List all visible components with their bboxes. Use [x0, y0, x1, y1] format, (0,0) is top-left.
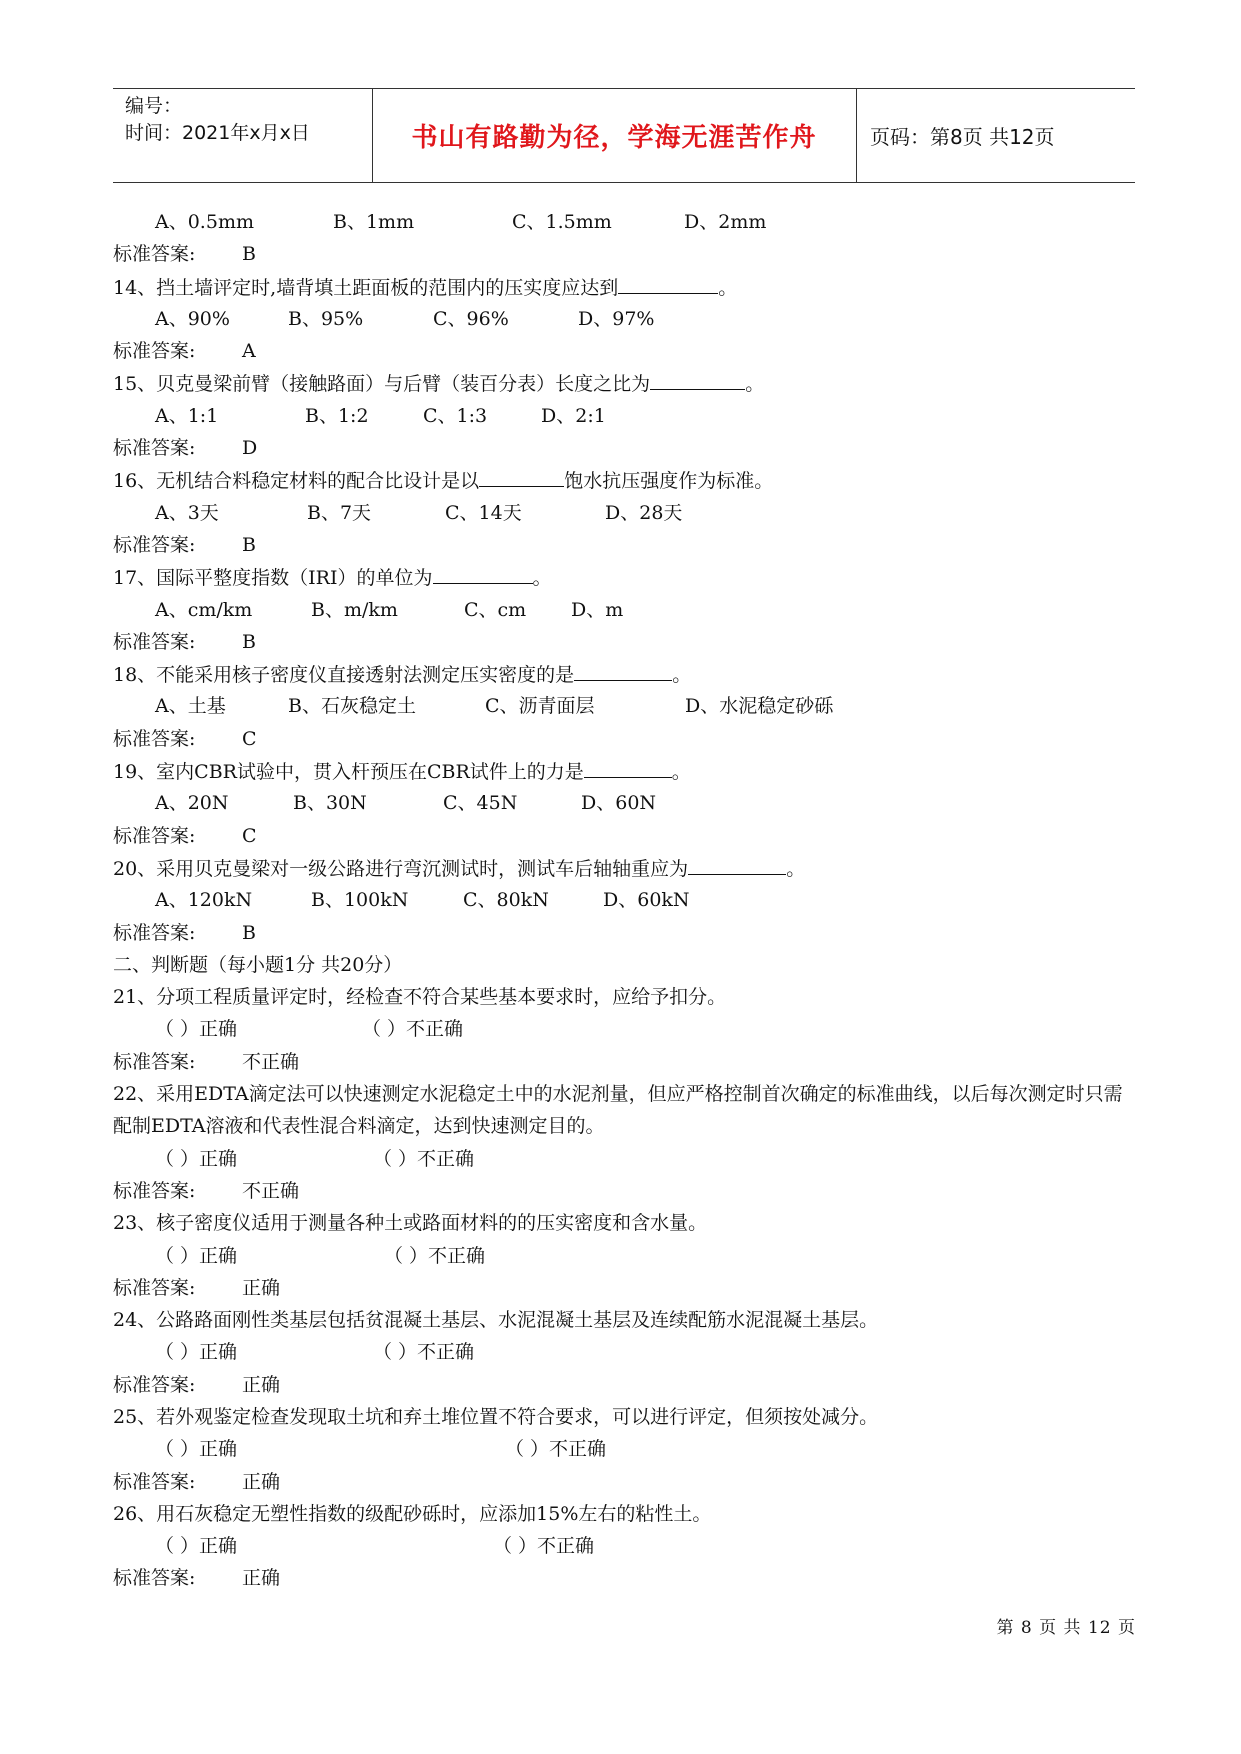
option: A、土基	[155, 695, 226, 718]
question-text: 18、不能采用核子密度仪直接透射法测定压实密度的是	[113, 664, 575, 687]
false-option[interactable]: （ ）不正确	[384, 1244, 486, 1267]
question-text: 饱水抗压强度作为标准。	[564, 470, 774, 493]
question-end: 。	[671, 761, 691, 784]
answer-row	[113, 1369, 1138, 1401]
header-motto: 书山有路勤为径，学海无涯苦作舟	[411, 123, 817, 153]
question-text: 22、采用EDTA滴定法可以快速测定水泥稳定土中的水泥剂量，但应严格控制首次确定的标准曲线，以后每次测定时只需配制EDTA溶液和代表性混合料滴定，达到快速测定目的。	[113, 1083, 1123, 1138]
options-row	[113, 787, 1138, 819]
option: B、95%	[288, 307, 364, 330]
question-text: 20、采用贝克曼梁对一级公路进行弯沉测试时，测试车后轴轴重应为	[113, 857, 689, 880]
fill-blank	[433, 561, 533, 584]
answer-label: 标准答案:	[113, 921, 196, 944]
question-row	[113, 464, 1138, 496]
false-option[interactable]: （ ）不正确	[505, 1438, 607, 1461]
true-false-row	[113, 1433, 1138, 1465]
option: D、2mm	[684, 211, 767, 233]
answer-row	[113, 529, 1138, 561]
page-header-table	[113, 88, 1135, 183]
question-text: 15、贝克曼梁前臂（接触路面）与后臂（装百分表）长度之比为	[113, 373, 651, 396]
answer-row	[113, 432, 1138, 464]
option: D、28天	[605, 501, 683, 524]
answer-value: B	[242, 533, 256, 556]
false-option[interactable]: （ ）不正确	[493, 1535, 595, 1558]
options-row	[113, 594, 1138, 626]
question-row	[113, 658, 1138, 690]
option: C、80kN	[463, 889, 549, 912]
option: D、60kN	[603, 889, 690, 912]
option: C、14天	[445, 501, 522, 524]
option: C、cm	[464, 598, 527, 621]
question-text: 24、公路路面刚性类基层包括贫混凝土基层、水泥混凝土基层及连续配筋水泥混凝土基层。	[113, 1309, 879, 1332]
question-text: 16、无机结合料稳定材料的配合比设计是以	[113, 470, 480, 493]
answer-row	[113, 1466, 1138, 1498]
option: B、1:2	[305, 404, 369, 427]
question-text: 26、用石灰稳定无塑性指数的级配砂砾时，应添加15%左右的粘性土。	[113, 1502, 712, 1525]
true-false-row	[113, 1143, 1138, 1175]
answer-value: C	[242, 727, 257, 750]
answer-row	[113, 723, 1138, 755]
false-option[interactable]: （ ）不正确	[373, 1341, 475, 1364]
answer-value: 正确	[242, 1276, 281, 1299]
question-end: 。	[718, 276, 738, 299]
true-false-row	[113, 1336, 1138, 1368]
fill-blank	[584, 755, 672, 778]
answer-label: 标准答案:	[113, 1567, 196, 1590]
options-row	[113, 497, 1138, 529]
question-text: 21、分项工程质量评定时，经检查不符合某些基本要求时，应给予扣分。	[113, 986, 727, 1009]
question-text: 23、核子密度仪适用于测量各种土或路面材料的的压实密度和含水量。	[113, 1212, 708, 1235]
option: A、cm/km	[155, 598, 253, 621]
option: B、7天	[307, 501, 372, 524]
answer-label: 标准答案:	[113, 1373, 196, 1396]
answer-value: B	[242, 630, 256, 653]
false-option[interactable]: （ ）不正确	[362, 1018, 464, 1041]
option: D、60N	[581, 792, 657, 815]
answer-label: 标准答案:	[113, 630, 196, 653]
option: B、30N	[293, 792, 367, 815]
answer-value: 正确	[242, 1567, 281, 1590]
true-option[interactable]: （ ）正确	[155, 1341, 238, 1364]
options-row	[113, 303, 1138, 335]
fill-blank	[650, 367, 745, 390]
answer-label: 标准答案:	[113, 1179, 196, 1202]
answer-value: 正确	[242, 1373, 281, 1396]
true-option[interactable]: （ ）正确	[155, 1147, 238, 1170]
true-option[interactable]: （ ）正确	[155, 1438, 238, 1461]
time-label: 时间：2021年x月x日	[125, 122, 310, 144]
answer-value: C	[242, 824, 257, 847]
fill-blank	[574, 658, 672, 681]
option: A、0.5mm	[155, 211, 254, 233]
option: A、20N	[155, 792, 229, 815]
answer-row	[113, 1562, 1138, 1594]
option: A、3天	[155, 501, 219, 524]
question-row	[113, 367, 1138, 399]
true-option[interactable]: （ ）正确	[155, 1018, 238, 1041]
answer-row	[113, 820, 1138, 852]
option: B、1mm	[333, 211, 415, 233]
question-text: 17、国际平整度指数（IRI）的单位为	[113, 567, 433, 590]
answer-row	[113, 626, 1138, 658]
option: C、1:3	[423, 404, 488, 427]
false-option[interactable]: （ ）不正确	[373, 1147, 475, 1170]
options-row	[113, 400, 1138, 432]
true-false-row	[113, 1013, 1138, 1045]
option: C、1.5mm	[512, 211, 612, 233]
answer-row	[113, 1272, 1138, 1304]
option: D、97%	[578, 307, 655, 330]
question-row	[113, 561, 1138, 593]
true-option[interactable]: （ ）正确	[155, 1535, 238, 1558]
question-text: 14、挡土墙评定时,墙背填土距面板的范围内的压实度应达到	[113, 276, 619, 299]
header-divider	[856, 89, 857, 182]
answer-row	[113, 1046, 1138, 1078]
answer-row	[113, 335, 1138, 367]
option: D、m	[571, 598, 624, 621]
question-text: 25、若外观鉴定检查发现取土坑和弃土堆位置不符合要求，可以进行评定，但须按处减分。	[113, 1405, 879, 1428]
option: C、沥青面层	[485, 695, 595, 718]
answer-value: 正确	[242, 1470, 281, 1493]
option: B、m/km	[311, 598, 398, 621]
option: B、石灰稳定土	[288, 695, 416, 718]
answer-label: 标准答案:	[113, 727, 196, 750]
answer-label: 标准答案:	[113, 533, 196, 556]
answer-value: 不正确	[242, 1050, 300, 1073]
number-label: 编号：	[125, 95, 183, 117]
true-false-row	[113, 1530, 1138, 1562]
answer-value: D	[242, 437, 258, 460]
option: C、45N	[443, 792, 518, 815]
true-false-row	[113, 1240, 1138, 1272]
answer-row	[113, 238, 1138, 270]
options-row	[113, 690, 1138, 722]
option: D、水泥稳定砂砾	[685, 695, 834, 718]
answer-label: 标准答案:	[113, 1470, 196, 1493]
question-end: 。	[786, 857, 806, 880]
fill-blank	[688, 852, 786, 875]
answer-value: B	[242, 243, 256, 266]
question-row	[113, 852, 1138, 884]
true-option[interactable]: （ ）正确	[155, 1244, 238, 1267]
option: A、1:1	[155, 404, 219, 427]
answer-label: 标准答案:	[113, 437, 196, 460]
answer-label: 标准答案:	[113, 243, 196, 266]
question-end: 。	[532, 567, 552, 590]
option: C、96%	[433, 307, 509, 330]
question-list	[113, 206, 1138, 1595]
question-row	[113, 271, 1138, 303]
section-heading: 二、判断题（每小题1分 共20分）	[113, 953, 403, 976]
answer-label: 标准答案:	[113, 1050, 196, 1073]
answer-label: 标准答案:	[113, 340, 196, 363]
answer-row	[113, 1175, 1138, 1207]
option: A、90%	[155, 307, 230, 330]
answer-value: A	[242, 340, 256, 363]
page-footer: 第 8 页 共 12 页	[996, 1618, 1136, 1638]
options-row	[113, 884, 1138, 916]
answer-label: 标准答案:	[113, 1276, 196, 1299]
option: B、100kN	[311, 889, 409, 912]
answer-value: B	[242, 921, 256, 944]
question-text: 19、室内CBR试验中，贯入杆预压在CBR试件上的力是	[113, 761, 584, 784]
fill-blank	[479, 464, 564, 487]
header-meta	[125, 93, 310, 147]
question-row	[113, 755, 1138, 787]
option: A、120kN	[155, 889, 253, 912]
option: D、2:1	[541, 404, 606, 427]
answer-row	[113, 917, 1138, 949]
header-page-info: 页码：第8页 共12页	[870, 125, 1055, 149]
answer-label: 标准答案:	[113, 824, 196, 847]
fill-blank	[618, 271, 718, 294]
question-end: 。	[745, 373, 765, 396]
answer-value: 不正确	[242, 1179, 300, 1202]
options-row	[113, 206, 1138, 238]
question-end: 。	[672, 664, 692, 687]
